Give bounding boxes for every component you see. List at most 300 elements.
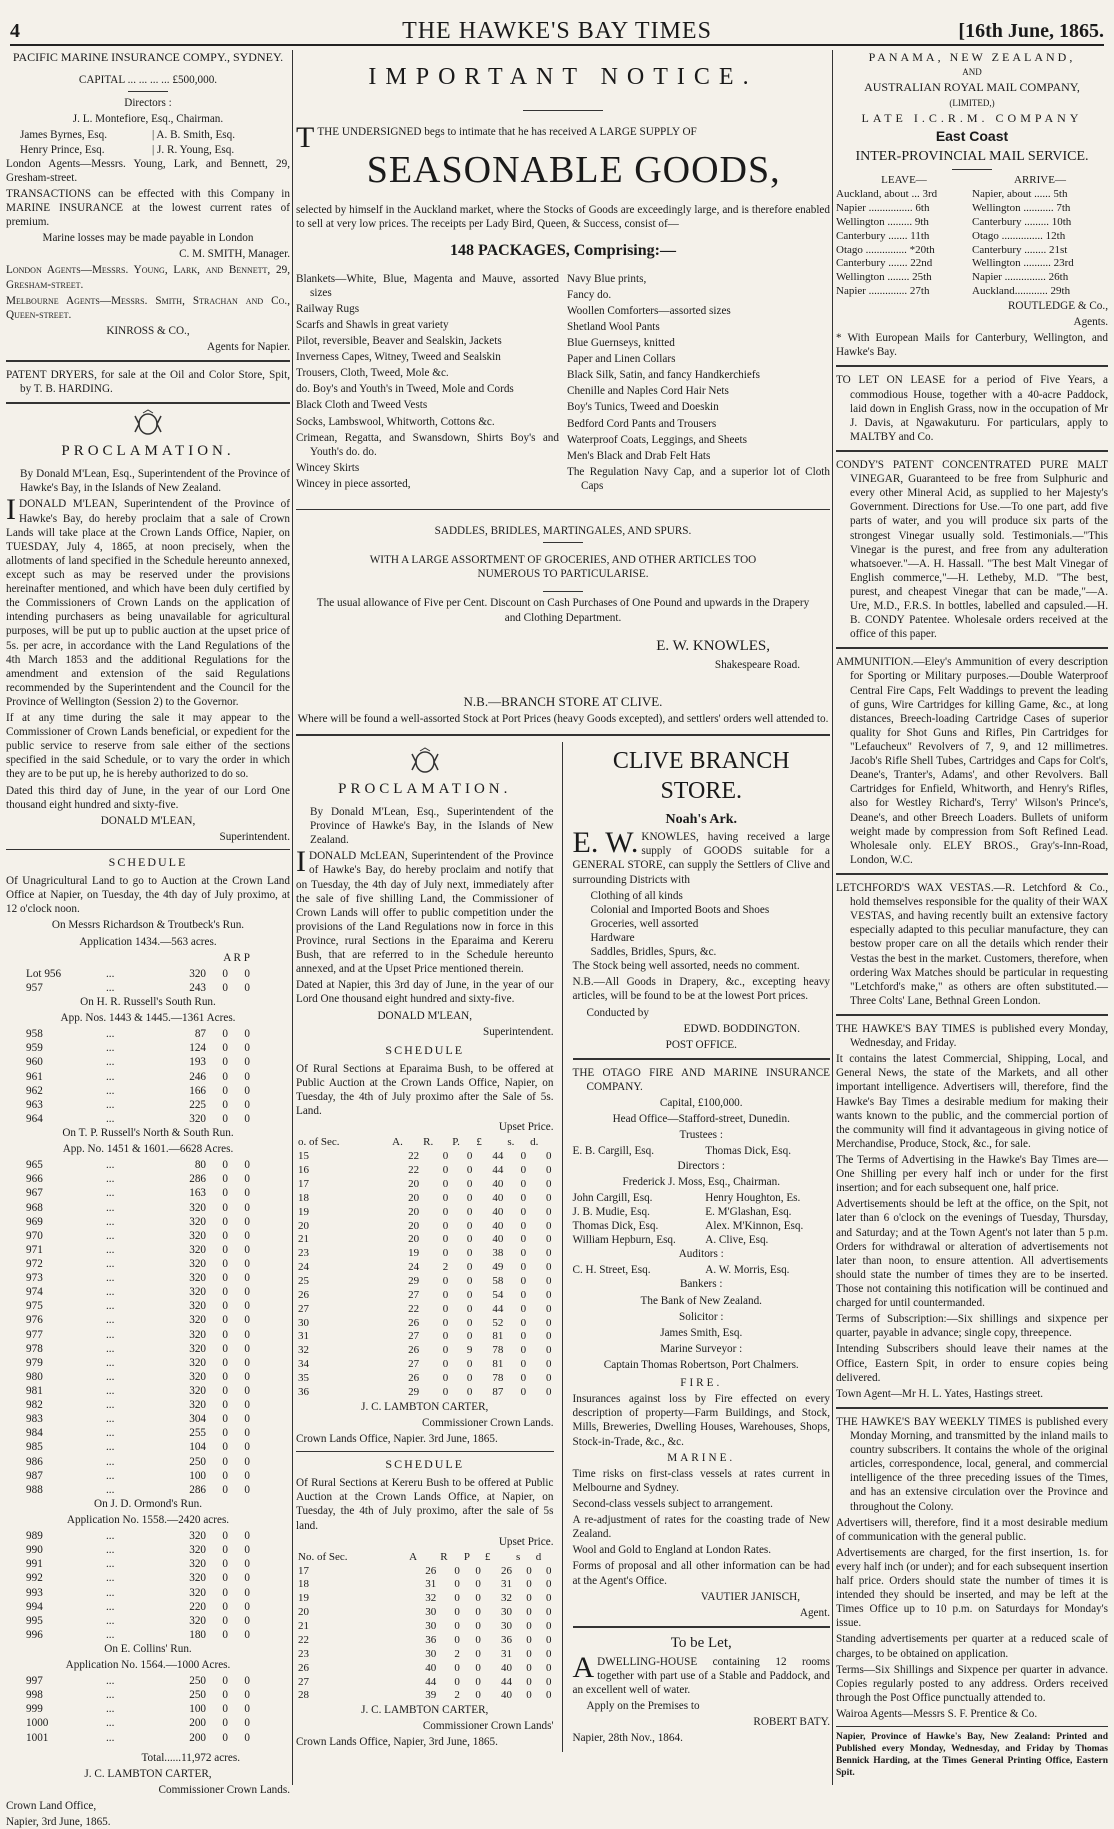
marine-body: Time risks on first-class vessels at rates current in Melbourne and Sydney.: [572, 1467, 830, 1494]
lot-acres: 320: [189, 1243, 206, 1256]
lot-row: [6, 1112, 290, 1126]
lot-roods: 0: [222, 1413, 228, 1426]
table-cell: 0: [520, 1358, 527, 1371]
lot-acres: 320: [189, 1229, 206, 1242]
schedule-title: SCHEDULE: [385, 1457, 465, 1472]
lot-perches: 0: [244, 1159, 250, 1172]
application-heading: App. No. 1451 & 1601.—6628 Acres.: [62, 1143, 234, 1156]
lot-row: [6, 1688, 290, 1702]
table-cell: 0: [466, 1358, 473, 1371]
table-cell: 0: [546, 1330, 552, 1343]
lot-roods: 0: [222, 1600, 228, 1613]
lot-perches: 0: [244, 1356, 250, 1369]
lot-row: [6, 1257, 290, 1271]
table-cell: 0: [546, 1675, 552, 1688]
table-cell: 40: [492, 1219, 504, 1232]
signature-title: Superintendent.: [482, 1025, 554, 1038]
table-cell: 0: [546, 1178, 552, 1191]
lot-perches: 0: [244, 1600, 250, 1613]
letchford-vestas-ad: LETCHFORD'S WAX VESTAS.—R. Letchford & Co., hold themselves responsible for the quality of their WAX VESTAS, and having recently built an extensive factory especially adapted to this peculiar manufacture, they can bestow proper care on all the details which render their Vestas the best in the market. Customers, therefore, when ordering Wax Matches should be particular in requesting "Letchford's make," as others are often substituted.—Three Colts' Lane, Bethnal Green London.: [836, 882, 1108, 1007]
leave-port: Napier .............. 27th: [836, 285, 930, 298]
lot-number: 986: [26, 1455, 43, 1468]
lot-roods: 0: [222, 967, 228, 980]
table-cell: 15: [298, 1150, 309, 1163]
table-row: [296, 1220, 554, 1234]
table-cell: 0: [546, 1219, 552, 1232]
chairman-line: Frederick J. Moss, Esq., Chairman.: [622, 1175, 781, 1188]
lot-dots: ...: [106, 981, 115, 994]
lot-roods: 0: [222, 1257, 228, 1270]
lot-acres: 320: [189, 1572, 206, 1585]
lot-row: [6, 1186, 290, 1200]
table-cell: 0: [475, 1564, 481, 1577]
lot-dots: ...: [106, 1328, 115, 1341]
table-cell: 54: [492, 1288, 504, 1301]
lot-dots: ...: [106, 1159, 115, 1172]
signature: J. C. LAMBTON CARTER,: [361, 1400, 489, 1413]
lease-ad: TO LET ON LEASE for a period of Five Years, a commodious House, together with a 40-acre Paddock, laid down in English Grass, now in the occupation of Mr J. Davis, at Ngawakuturu. For particulars, apply to MALTBY and Co.: [836, 374, 1108, 443]
run-heading: On Messrs Richardson & Troutbeck's Run.: [51, 919, 245, 932]
page-number: 4: [10, 20, 20, 42]
lot-row: [6, 1557, 290, 1571]
lot-number: 973: [26, 1272, 43, 1285]
lot-number: 976: [26, 1314, 43, 1327]
clive-note: The Stock being well assorted, needs no comment.: [572, 960, 800, 973]
table-cell: 0: [546, 1372, 552, 1385]
table-cell: 0: [520, 1191, 527, 1204]
fire-heading: FIRE.: [680, 1377, 723, 1390]
lot-row: [6, 1469, 290, 1483]
goods-item: Fancy do.: [567, 288, 612, 301]
lot-perches: 0: [244, 1455, 250, 1468]
lot-roods: 0: [222, 1455, 228, 1468]
table-cell: 0: [442, 1385, 449, 1398]
table-cell: 0: [546, 1191, 552, 1204]
arrive-port: Wellington ........... 7th: [972, 201, 1071, 214]
lot-number: 982: [26, 1399, 43, 1412]
director-name: Thomas Dick, Esq.: [572, 1219, 659, 1232]
lot-number: 984: [26, 1427, 43, 1440]
issue-date: [16th June, 1865.: [958, 20, 1104, 42]
column-header: d: [535, 1550, 542, 1563]
signature-title: Commissioner Crown Lands.: [158, 1783, 290, 1796]
table-cell: 0: [475, 1578, 481, 1591]
proclamation-body: IDONALD McLEAN, Superintendent of the Province of Hawke's Bay, do hereby proclaim and notify that on Tuesday, the 4th day of July next, immediately after the sale of five shilling Land, the Commissioner of Crown Lands will offer to public competition under the provisions of the Land Regulations now in force in this Province, rural Sections in the Eparaima and Kereru Bush, that are referred to in the Schedule hereunto annexed, and at the Upset Price mentioned therein.: [296, 845, 554, 976]
lot-number: 969: [26, 1215, 43, 1228]
lot-row: [6, 1243, 290, 1257]
printer-imprint: Napier, Province of Hawke's Bay, New Zealand: Printed and Published every Monday, Wednesday, and Friday by Thomas Bennick Harding, at the Times General Printing Office, Eastern Spit.: [836, 1732, 1108, 1779]
ad-title: AUSTRALIAN ROYAL MAIL COMPANY,: [864, 80, 1080, 95]
table-cell: 9: [466, 1344, 473, 1357]
date-line: Crown Lands Office, Napier, 3rd June, 1865.: [296, 1736, 498, 1749]
notice-body: Intending Subscribers should leave their names at the Office, Eastern Spit, in order to ensure copies being delivered.: [836, 1343, 1108, 1384]
condy-vinegar-ad: CONDY'S PATENT CONCENTRATED PURE MALT VINEGAR, Guaranteed to be free from Sulphuric and every other Mineral Acid, as supplied to her Majesty's Government. Directions for Use.—To one part, add five parts of water, and you will produce six parts of the strongest Vinegar usually sold. Testimonials.—"This Vinegar is the purest, and free from any adulteration whatsoever."—A. H. Hassall. "The best Malt Vinegar of English commerce,"—H. Letheby, M.D. "The best, purest, and cheapest Vinegar that can be made,"—A. Ure, M.D., F.R.S. In bottles, labelled and capsuled.—H. B. CONDY Patentee. Wholesale orders received at the office of this paper.: [836, 458, 1108, 641]
notice-body: Advertisements are charged, for the first insertion, 1s. for every half inch (or under); and for each subsequent insertion half price. Orders should state the number of times it is intended they should be inserted, and may be left at the Times Office up to 10 p.m. on Saturdays for Monday's issue.: [836, 1546, 1108, 1630]
table-cell: 0: [442, 1233, 449, 1246]
goods-item: Railway Rugs: [296, 302, 360, 315]
surveyor-line: Captain Thomas Robertson, Port Chalmers.: [603, 1358, 799, 1371]
lot-acres: 320: [189, 1328, 206, 1341]
lot-acres: 320: [189, 1215, 206, 1228]
lot-acres: 193: [189, 1056, 206, 1069]
table-cell: 40: [492, 1191, 504, 1204]
director-name: Henry Prince, Esq.: [20, 143, 105, 156]
lot-roods: 0: [222, 1328, 228, 1341]
lot-number: 1001: [26, 1731, 49, 1744]
lot-number: 959: [26, 1042, 43, 1055]
kereru-schedule-table: [296, 1551, 554, 1703]
table-cell: 34: [298, 1358, 309, 1371]
table-cell: 16: [298, 1164, 309, 1177]
melbourne-agents: Melbourne Agents—Messrs. Smith, Strachan and Co., Queen-street.: [6, 294, 290, 321]
table-cell: 0: [454, 1564, 460, 1577]
branch-store-body: Where will be found a well-assorted Stock at Port Prices (heavy Goods excepted), and settlers' orders well attended to.: [297, 713, 829, 726]
lot-row: [6, 1529, 290, 1543]
table-cell: 40: [501, 1689, 513, 1702]
application-heading: App. Nos. 1443 & 1445.—1361 Acres.: [60, 1012, 236, 1025]
lot-number: Lot 956: [26, 967, 62, 980]
lot-row: [6, 1543, 290, 1557]
table-cell: 0: [546, 1150, 552, 1163]
table-cell: 0: [546, 1606, 552, 1619]
table-cell: 0: [454, 1578, 460, 1591]
list-item: Colonial and Imported Boots and Shoes: [590, 903, 770, 916]
lot-dots: ...: [106, 1399, 115, 1412]
lot-perches: 0: [244, 1628, 250, 1641]
lot-perches: 0: [244, 1441, 250, 1454]
table-cell: 44: [492, 1164, 504, 1177]
lot-number: 961: [26, 1070, 43, 1083]
lot-row: [6, 1614, 290, 1628]
table-cell: 28: [298, 1689, 309, 1702]
goods-item: Trousers, Cloth, Tweed, Mole &c.: [296, 367, 449, 380]
lot-dots: ...: [106, 967, 115, 980]
goods-item: Men's Black and Drab Felt Hats: [567, 449, 711, 462]
lot-row: [6, 1571, 290, 1585]
clive-items: [573, 889, 831, 960]
lot-acres: 100: [189, 1703, 206, 1716]
table-cell: 0: [526, 1633, 532, 1646]
lot-perches: 0: [244, 1370, 250, 1383]
office-line: Crown Land Office,: [6, 1800, 97, 1813]
goods-item: Navy Blue prints,: [567, 272, 647, 285]
schedule-title: SCHEDULE: [385, 1042, 465, 1057]
table-cell: 52: [492, 1316, 504, 1329]
table-cell: 0: [466, 1385, 473, 1398]
director-name: J. B. Mudie, Esq.: [572, 1205, 650, 1218]
table-cell: 0: [454, 1633, 460, 1646]
table-cell: 0: [520, 1205, 527, 1218]
table-cell: 0: [442, 1344, 449, 1357]
goods-item: Waterproof Coats, Leggings, and Sheets: [567, 433, 747, 446]
table-cell: 21: [298, 1233, 309, 1246]
lot-acres: 320: [189, 1112, 206, 1125]
groceries-line: WITH A LARGE ASSORTMENT OF GROCERIES, AND OTHER ARTICLES TOO NUMEROUS TO PARTICULARISE.: [369, 554, 757, 581]
table-cell: 0: [546, 1247, 552, 1260]
lot-roods: 0: [222, 1370, 228, 1383]
proclamation-dated: Dated this third day of June, in the year of our Lord One thousand eight hundred and sixty-five.: [6, 784, 290, 811]
lot-number: 979: [26, 1356, 43, 1369]
lot-row: [6, 1384, 290, 1398]
director-name: James Byrnes, Esq.: [20, 129, 108, 142]
table-cell: 0: [526, 1647, 532, 1660]
lot-perches: 0: [244, 1098, 250, 1111]
otago-heading: Solicitor :: [679, 1310, 724, 1323]
table-cell: 25: [298, 1275, 309, 1288]
goods-item: Inverness Capes, Witney, Tweed and Sealskin: [296, 351, 501, 364]
lot-acres: 246: [189, 1070, 206, 1083]
lot-dots: ...: [106, 1272, 115, 1285]
lot-acres: 220: [189, 1600, 206, 1613]
table-row: [296, 1344, 554, 1358]
notice-body: Wairoa Agents—Messrs S. F. Prentice & Co.: [836, 1708, 1038, 1721]
run-heading: On H. R. Russell's South Run.: [80, 996, 216, 1009]
table-cell: 0: [466, 1219, 473, 1232]
lot-row: [6, 1055, 290, 1069]
table-cell: 19: [298, 1592, 309, 1605]
lot-roods: 0: [222, 1427, 228, 1440]
lot-perches: 0: [244, 1675, 250, 1688]
lot-dots: ...: [106, 1342, 115, 1355]
table-cell: 0: [454, 1620, 460, 1633]
to-let-apply: Apply on the Premises to: [586, 1700, 700, 1713]
marine-body: A re-adjustment of rates for the coasting trade of New Zealand.: [572, 1514, 830, 1541]
lot-perches: 0: [244, 1572, 250, 1585]
ad-note: * With European Mails for Canterbury, Wellington, and Hawke's Bay.: [836, 332, 1108, 359]
lot-acres: 200: [189, 1731, 206, 1744]
lot-roods: 0: [222, 1544, 228, 1557]
table-cell: 44: [501, 1675, 513, 1688]
hawkes-bay-times-notice: THE HAWKE'S BAY TIMES is published every Monday, Wednesday, and Friday.: [836, 1023, 1108, 1050]
table-cell: 20: [408, 1233, 420, 1246]
table-cell: 0: [466, 1330, 473, 1343]
table-cell: 0: [520, 1247, 527, 1260]
lot-acres: 163: [189, 1187, 206, 1200]
notice-body: Terms—Six Shillings and Sixpence per quarter in advance. Copies regularly posted to any address. Orders received through the Post Office punctually attended to.: [836, 1663, 1108, 1704]
lot-roods: 0: [222, 1586, 228, 1599]
table-cell: 49: [492, 1261, 504, 1274]
lot-acres: 320: [189, 1272, 206, 1285]
table-header: [296, 1136, 554, 1150]
table-cell: 0: [546, 1578, 552, 1591]
lot-number: 958: [26, 1028, 43, 1041]
table-cell: 26: [408, 1316, 420, 1329]
sailing-schedule: [836, 188, 1108, 299]
lot-acres: 225: [189, 1098, 206, 1111]
lot-acres: 250: [189, 1455, 206, 1468]
table-cell: 31: [501, 1578, 513, 1591]
lot-number: 962: [26, 1084, 43, 1097]
lot-roods: 0: [222, 1399, 228, 1412]
goods-list: [296, 272, 830, 496]
table-row: [296, 1289, 554, 1303]
table-cell: 44: [492, 1302, 504, 1315]
clive-store-subtitle: Noah's Ark.: [665, 811, 738, 827]
table-cell: 24: [298, 1261, 309, 1274]
lot-row: [6, 1158, 290, 1172]
director-name: William Hepburn, Esq.: [572, 1234, 676, 1247]
signature: E. W. KNOWLES,: [656, 637, 770, 654]
table-cell: 0: [520, 1150, 527, 1163]
ammunition-ad: AMMUNITION.—Eley's Ammunition of every description for Sporting or Military purposes.—Double Waterproof Central Fire Caps, Felt Waddings to prevent the leading of guns, Wire Cartridges for killing Game, &c., at long distances, Breech-loading Cartridge Cases of superior quality for Shot Guns and Rifles, Pin Cartridges for "Lefaucheux" Revolvers of 7, 9, and 12 millimetres. Jacob's Rifle Shell Tubes, Cartridges and Caps for Colt's, Deane's, Tranter's, Adams', and other Revolvers. Ball Cartridges for Enfield, Whitworth, and Henry's Rifles, also for Westley Richard's, Terry' Wilson's Prince's, Deane's, and other Breech Loaders. Bullets of uniform weight made by compression from Soft Refined Lead. Wholesale only. ELEY BROS., Gray's-Inn-Road, London, W.C.: [836, 656, 1108, 866]
table-cell: 26: [298, 1661, 309, 1674]
table-cell: 40: [492, 1233, 504, 1246]
lot-perches: 0: [244, 1286, 250, 1299]
lot-roods: 0: [222, 1703, 228, 1716]
signature: J. C. LAMBTON CARTER,: [361, 1704, 489, 1717]
table-cell: 31: [298, 1330, 309, 1343]
lot-roods: 0: [222, 1628, 228, 1641]
lot-perches: 0: [244, 1413, 250, 1426]
weekly-times-notice: THE HAWKE'S BAY WEEKLY TIMES is published every Monday Morning, and transmitted by the inland mails to country subscribers. It contains the whole of the original articles, correspondence, local, general, and commercial intelligence of the three preceding issues of the Times, and has an extensive circulation over the Province and throughout the Colony.: [836, 1415, 1108, 1513]
goods-item: Black Cloth and Tweed Vests: [296, 399, 428, 412]
lot-dots: ...: [106, 1717, 115, 1730]
lot-perches: 0: [244, 1215, 250, 1228]
lot-dots: ...: [106, 1469, 115, 1482]
lot-perches: 0: [244, 1731, 250, 1744]
lot-dots: ...: [106, 1703, 115, 1716]
application-heading: Application No. 1564.—1000 Acres.: [65, 1659, 231, 1672]
table-cell: 0: [546, 1302, 552, 1315]
table-cell: 36: [501, 1633, 513, 1646]
table-row: [296, 1261, 554, 1275]
table-cell: 0: [454, 1592, 460, 1605]
schedule-intro: Of Unagricultural Land to go to Auction at the Crown Land Office at Napier, on Tuesday, the 4th day of July proximo, at 12 o'clock noon.: [6, 875, 290, 916]
lot-row: [6, 1271, 290, 1285]
table-row: [296, 1620, 554, 1634]
table-cell: 22: [408, 1302, 420, 1315]
seasonable-goods-heading: SEASONABLE GOODS,: [366, 149, 781, 192]
table-cell: 40: [492, 1205, 504, 1218]
panama-mail-ad: [836, 50, 1108, 359]
lot-roods: 0: [222, 1215, 228, 1228]
lot-acres: 87: [194, 1028, 206, 1041]
table-cell: 0: [466, 1288, 473, 1301]
column-header: P.: [452, 1136, 460, 1149]
lot-row: [6, 1299, 290, 1313]
lot-row: [6, 981, 290, 995]
table-cell: 32: [501, 1592, 513, 1605]
proclamation-title: PROCLAMATION.: [338, 781, 512, 798]
table-cell: 0: [546, 1564, 552, 1577]
notice-body: Standing advertisements per quarter at a reduced scale of charges, to be obtained on application.: [836, 1633, 1108, 1660]
table-cell: 0: [466, 1150, 473, 1163]
lot-roods: 0: [222, 1187, 228, 1200]
table-cell: 0: [526, 1592, 532, 1605]
lot-perches: 0: [244, 1586, 250, 1599]
column-left: [6, 50, 290, 1829]
lot-roods: 0: [222, 1084, 228, 1097]
goods-item: Woollen Comforters—assorted sizes: [567, 304, 731, 317]
table-cell: 0: [546, 1344, 552, 1357]
lot-perches: 0: [244, 1314, 250, 1327]
lot-number: 985: [26, 1441, 43, 1454]
lot-perches: 0: [244, 1703, 250, 1716]
lot-list: [6, 967, 290, 995]
lot-list: [6, 1674, 290, 1745]
table-cell: 0: [466, 1275, 473, 1288]
bank-line: The Bank of New Zealand.: [640, 1294, 762, 1307]
lot-list: [6, 1529, 290, 1642]
column-header: A: [409, 1550, 418, 1563]
lot-dots: ...: [106, 1544, 115, 1557]
arrive-port: Wellington .......... 23rd: [972, 257, 1074, 270]
lot-acres: 243: [189, 981, 206, 994]
table-row: [296, 1592, 554, 1606]
table-cell: 2: [454, 1689, 460, 1702]
table-row: [296, 1317, 554, 1331]
table-row: [296, 1634, 554, 1648]
sailing-row: [836, 285, 1108, 299]
lot-acres: 104: [189, 1441, 206, 1454]
table-row: [296, 1648, 554, 1662]
lot-perches: 0: [244, 1070, 250, 1083]
otago-heading: Trustees :: [679, 1129, 723, 1142]
table-row: [296, 1206, 554, 1220]
lot-roods: 0: [222, 1229, 228, 1242]
clive-store-body: E. W. KNOWLES, having received a large supply of GOODS suitable for a GENERAL STORE, can supply the Settlers of Clive and surrounding Districts with: [572, 826, 830, 886]
lot-row: [6, 1426, 290, 1440]
marine-body: Second-class vessels subject to arrangement.: [572, 1497, 773, 1510]
arrive-port: Napier, about ...... 5th: [972, 188, 1068, 201]
lot-dots: ...: [106, 1731, 115, 1744]
table-cell: 32: [298, 1344, 309, 1357]
table-row: [296, 1178, 554, 1192]
lot-roods: 0: [222, 1384, 228, 1397]
table-header: [296, 1551, 554, 1565]
table-row: [296, 1676, 554, 1690]
lot-number: 978: [26, 1342, 43, 1355]
lot-roods: 0: [222, 1056, 228, 1069]
lot-perches: 0: [244, 1243, 250, 1256]
table-cell: 20: [298, 1219, 309, 1232]
lot-number: 963: [26, 1098, 43, 1111]
table-cell: 0: [546, 1164, 552, 1177]
table-cell: 20: [408, 1219, 420, 1232]
lot-number: 997: [26, 1675, 43, 1688]
director-name: A. Clive, Esq.: [705, 1234, 769, 1247]
lot-perches: 0: [244, 1384, 250, 1397]
table-cell: 20: [408, 1191, 420, 1204]
list-item: Hardware: [590, 932, 635, 945]
table-row: [296, 1164, 554, 1178]
list-item: Saddles, Bridles, Spurs, &c.: [590, 946, 717, 959]
table-cell: 18: [298, 1191, 309, 1204]
table-row: [296, 1150, 554, 1164]
table-cell: 0: [466, 1372, 473, 1385]
lot-dots: ...: [106, 1628, 115, 1641]
lot-dots: ...: [106, 1173, 115, 1186]
table-cell: 0: [442, 1288, 449, 1301]
to-let-body: ADWELLING-HOUSE containing 12 rooms together with part use of a Stable and Paddock, and an excellent well of water.: [572, 1650, 830, 1696]
table-cell: 38: [492, 1247, 504, 1260]
schedule-intro: Of Rural Sections at Kereru Bush to be offered at Public Auction at the Crown Lands Office, at Napier, on Tuesday, the 4th of July proximo, after the sale of 5s land.: [296, 1477, 554, 1532]
table-cell: 23: [298, 1247, 309, 1260]
address: POST OFFICE.: [665, 1038, 737, 1051]
otago-head-office: Head Office—Stafford-street, Dunedin.: [612, 1113, 790, 1126]
agent-role: Agents.: [1073, 316, 1108, 329]
trustee-name: Thomas Dick, Esq.: [705, 1145, 792, 1158]
table-row: [296, 1358, 554, 1372]
column-header: s.: [507, 1136, 515, 1149]
lot-row: [6, 1098, 290, 1112]
table-cell: 27: [408, 1288, 420, 1301]
notice-body: Advertisements should be left at the office, on the Spit, not later than 6 o'clock on the evenings of Tuesday, Thursday, and Saturday; and at the Town Agent's not later than 5 p.m. Orders for withdrawal or alteration of advertisements not later than noon, to ensure attention. All advertisements should state the number of times they are to be inserted. Those not containing this notification will be continued and charged for until countermanded.: [836, 1198, 1108, 1310]
table-cell: 40: [501, 1661, 513, 1674]
lot-roods: 0: [222, 1173, 228, 1186]
lot-perches: 0: [244, 1229, 250, 1242]
london-agents: London Agents—Messrs. Young, Lark, and Bennett, 29, Gresham-street.: [6, 157, 290, 184]
